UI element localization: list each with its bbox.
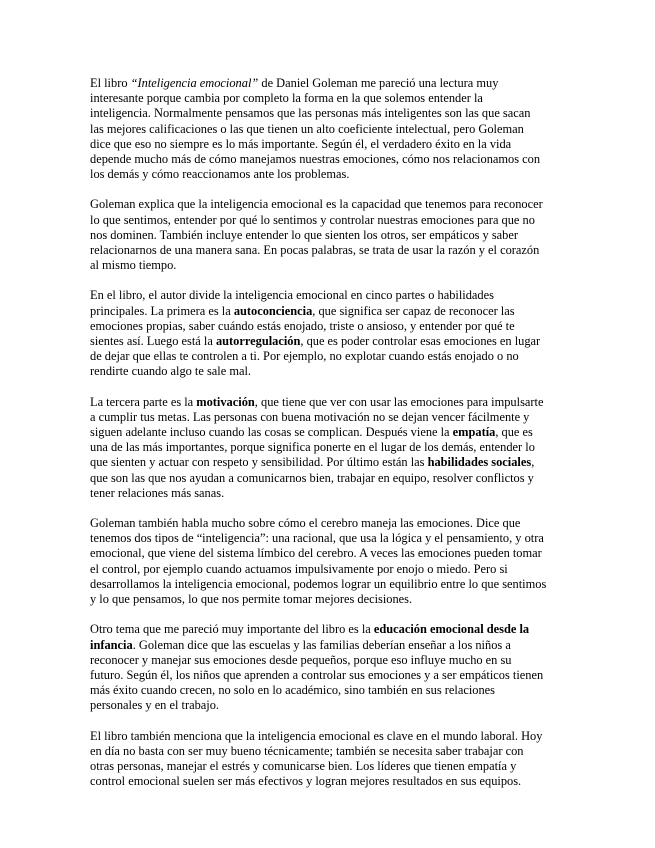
text-run: una de las más importantes, porque significa ponerte en el lugar de los demás, entender lo bbox=[90, 440, 535, 455]
paragraph bbox=[90, 197, 570, 273]
paragraph bbox=[90, 729, 570, 790]
text-run: principales. La primera es la bbox=[90, 303, 234, 318]
paragraph bbox=[90, 288, 570, 379]
text-line bbox=[90, 486, 570, 501]
paragraph bbox=[90, 622, 570, 713]
text-line bbox=[90, 152, 570, 167]
document-body bbox=[90, 76, 570, 804]
text-run: de dejar que ellas te controlen a ti. Por ejemplo, no explotar cuando estás enojado o no bbox=[90, 349, 519, 364]
text-line bbox=[90, 471, 570, 486]
text-run: Otro tema que me pareció muy importante del libro es la bbox=[90, 622, 374, 637]
text-run: , que significa ser capaz de reconocer las bbox=[312, 303, 515, 318]
text-run: que son las que nos ayudan a comunicarnos bien, trabajar en equipo, resolver conflictos y bbox=[90, 470, 534, 485]
text-run: inteligencia. Normalmente pensamos que las personas más inteligentes son las que sacan bbox=[90, 106, 531, 121]
text-run: en día no basta con ser muy bueno técnicamente; también se necesita saber trabajar con bbox=[90, 743, 524, 758]
text-line bbox=[90, 258, 570, 273]
text-run: , que es poder controlar esas emociones en lugar bbox=[300, 334, 541, 349]
bold-term: motivación bbox=[196, 394, 255, 409]
paragraph bbox=[90, 76, 570, 182]
text-line bbox=[90, 137, 570, 152]
text-line bbox=[90, 410, 570, 425]
text-line bbox=[90, 653, 570, 668]
text-line bbox=[90, 425, 570, 440]
text-run: otras personas, manejar el estrés y comunicarse bien. Los líderes que tienen empatía y bbox=[90, 758, 517, 773]
text-run: dice que eso no siempre es lo más importante. Según él, el verdadero éxito en la vida bbox=[90, 136, 512, 151]
text-run: relacionarnos de una manera sana. En pocas palabras, se trata de usar la razón y el corazón bbox=[90, 243, 540, 258]
text-line bbox=[90, 197, 570, 212]
text-line bbox=[90, 364, 570, 379]
text-run: lo que sentimos, entender por qué lo sentimos y controlar nuestras emociones para que no bbox=[90, 212, 535, 227]
text-run: desarrollamos la inteligencia emocional, podemos lograr un equilibrio entre lo que sentimos bbox=[90, 576, 547, 591]
text-line bbox=[90, 106, 570, 121]
text-run: futuro. Según él, los niños que aprenden a controlar sus emociones y a ser empáticos tienen bbox=[90, 667, 544, 682]
text-run: a cumplir tus metas. Las personas con buena motivación no se dejan vencer fácilmente y bbox=[90, 409, 530, 424]
text-run: y lo que pensamos, lo que nos permite tomar mejores decisiones. bbox=[90, 592, 413, 607]
text-line bbox=[90, 288, 570, 303]
text-line bbox=[90, 622, 570, 637]
bold-term: habilidades sociales bbox=[427, 455, 532, 470]
text-line bbox=[90, 395, 570, 410]
text-run: tener relaciones más sanas. bbox=[90, 485, 225, 500]
text-run: personales y en el trabajo. bbox=[90, 698, 220, 713]
text-line bbox=[90, 304, 570, 319]
text-line bbox=[90, 774, 570, 789]
bold-term: empatía bbox=[452, 425, 496, 440]
book-title: “Inteligencia emocional” bbox=[130, 76, 259, 90]
text-line bbox=[90, 744, 570, 759]
text-run: emocional, que viene del sistema límbico del cerebro. A veces las emociones pueden tomar bbox=[90, 546, 542, 561]
text-line bbox=[90, 516, 570, 531]
text-line bbox=[90, 531, 570, 546]
text-run: Goleman también habla mucho sobre cómo el cerebro maneja las emociones. Dice que bbox=[90, 516, 521, 531]
bold-term: autorregulación bbox=[215, 334, 301, 349]
text-run: que sienten y actuar con respeto y sensibilidad. Por último están las bbox=[90, 455, 428, 470]
paragraph bbox=[90, 516, 570, 607]
text-run: los demás y cómo reaccionamos ante los problemas. bbox=[90, 167, 350, 182]
text-line bbox=[90, 455, 570, 470]
text-run: control emocional suelen ser más efectivos y logran mejores resultados en sus equipos. bbox=[90, 774, 522, 789]
text-run: el control, por ejemplo cuando actuamos impulsivamente por enojo o miedo. Pero si bbox=[90, 561, 508, 576]
text-line bbox=[90, 228, 570, 243]
text-line bbox=[90, 562, 570, 577]
text-run: interesante porque cambia por completo la forma en la que solemos entender la bbox=[90, 91, 483, 106]
text-line bbox=[90, 698, 570, 713]
text-run: emociones propias, saber cuándo estás enojado, triste o ansioso, y entender por qué te bbox=[90, 318, 515, 333]
text-run: La tercera parte es la bbox=[90, 394, 197, 409]
text-run: al mismo tiempo. bbox=[90, 258, 177, 273]
text-line bbox=[90, 91, 570, 106]
text-run: , bbox=[531, 455, 535, 470]
text-run: El libro también menciona que la inteligencia emocional es clave en el mundo laboral. Hoy bbox=[90, 728, 543, 743]
bold-term: autoconciencia bbox=[233, 303, 313, 318]
text-line bbox=[90, 319, 570, 334]
text-run: El libro bbox=[90, 76, 131, 90]
text-run: más éxito cuando crecen, no solo en lo académico, sino también en sus relaciones bbox=[90, 683, 495, 698]
text-line bbox=[90, 334, 570, 349]
text-line bbox=[90, 759, 570, 774]
text-run: nos dominen. También incluye entender lo que sienten los otros, ser empáticos y saber bbox=[90, 227, 518, 242]
text-line bbox=[90, 243, 570, 258]
text-line bbox=[90, 167, 570, 182]
text-run: depende mucho más de cómo manejamos nuestras emociones, cómo nos relacionamos con bbox=[90, 152, 541, 167]
bold-term: educación emocional desde la bbox=[373, 622, 530, 637]
text-run: En el libro, el autor divide la inteligencia emocional en cinco partes o habilidades bbox=[90, 288, 494, 303]
text-run: . Goleman dice que las escuelas y las familias deberían enseñar a los niños a bbox=[132, 637, 511, 652]
text-line bbox=[90, 577, 570, 592]
text-line bbox=[90, 122, 570, 137]
text-run: Goleman explica que la inteligencia emocional es la capacidad que tenemos para reconocer bbox=[90, 197, 543, 212]
text-line bbox=[90, 668, 570, 683]
text-run: sientes así. Luego está la bbox=[90, 334, 216, 349]
text-run: las mejores calificaciones o las que tienen un alto coeficiente intelectual, pero Goleman bbox=[90, 121, 524, 136]
text-line bbox=[90, 76, 570, 91]
text-line bbox=[90, 683, 570, 698]
text-run: de Daniel Goleman me pareció una lectura muy bbox=[258, 76, 499, 90]
text-run: , que es bbox=[495, 425, 533, 440]
text-run: reconocer y manejar sus emociones desde pequeños, porque eso influye mucho en su bbox=[90, 652, 512, 667]
text-run: rendirte cuando algo te sale mal. bbox=[90, 364, 252, 379]
text-line bbox=[90, 546, 570, 561]
text-run: tenemos dos tipos de “inteligencia”: una racional, que usa la lógica y el pensamiento, y otra bbox=[90, 531, 544, 546]
text-line bbox=[90, 213, 570, 228]
bold-term: infancia bbox=[90, 637, 133, 652]
text-line bbox=[90, 440, 570, 455]
paragraph bbox=[90, 395, 570, 501]
text-line bbox=[90, 638, 570, 653]
text-line bbox=[90, 349, 570, 364]
text-line bbox=[90, 729, 570, 744]
text-line bbox=[90, 592, 570, 607]
text-run: , que tiene que ver con usar las emociones para impulsarte bbox=[254, 394, 544, 409]
text-run: siguen adelante incluso cuando las cosas se complican. Después viene la bbox=[90, 425, 453, 440]
